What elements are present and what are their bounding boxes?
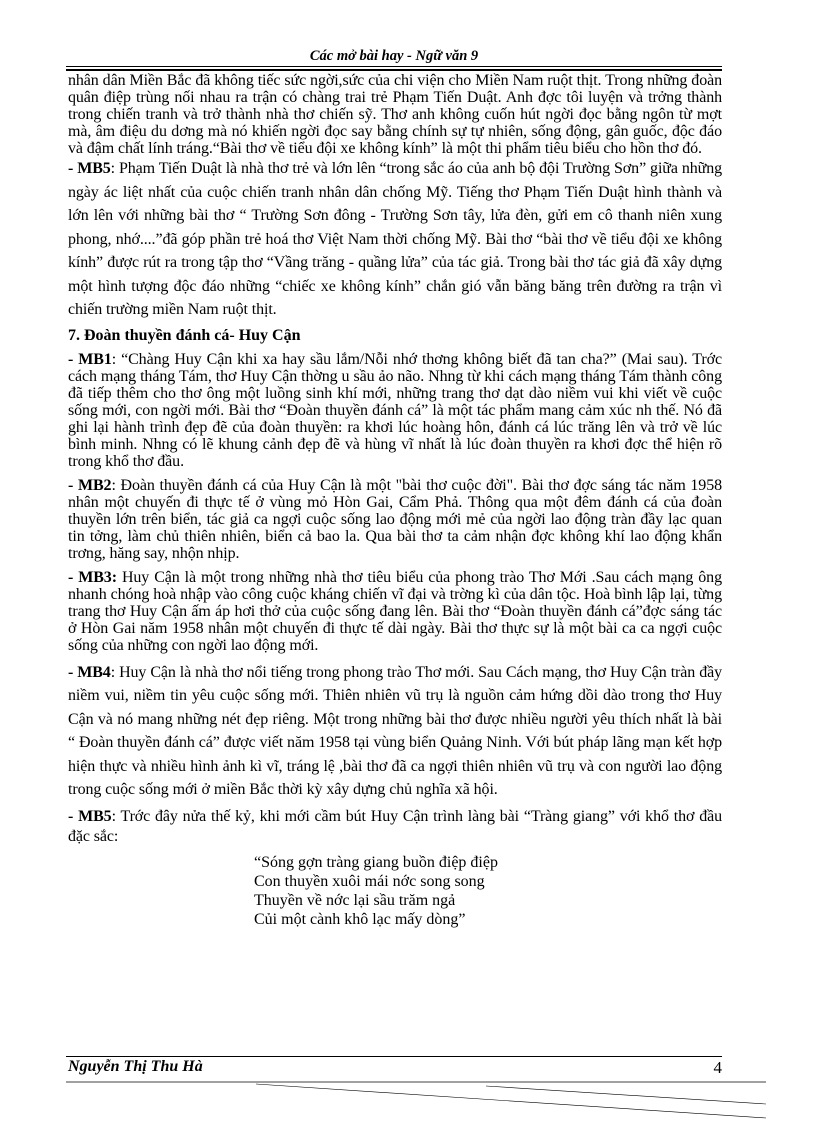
paragraph-text: : Phạm Tiến Duật là nhà thơ trẻ và lớn lên “trong sắc áo của anh bộ đội Trường Sơn” giữa những ngày ác liệt nhất của cuộc chiến tranh nhân dân chống Mỹ. Tiếng thơ Phạm Tiến Duật hình thành và lớn lên với những bài thơ “ Trường Sơn đông - Trường Sơn tây, lửa đèn, gửi em cô thanh niên xung phong, nhớ....”đã góp phần trẻ hoá thơ Việt Nam thời chống Mỹ. Bài thơ “bài thơ về tiểu đội xe không kính” được rút ra trong tập thơ “Vầng trăng - quầng lửa” của tác giả. Trong bài thơ tác giả đã xây dựng một hình tượng độc đáo những “chiếc xe không kính” chắn gió vẫn băng băng trên đường ra trận vì chiến trường miền Nam ruột thịt. <box>68 160 722 318</box>
paragraph-mb1-huy-can <box>68 351 722 470</box>
paragraph-mb3-huy-can <box>68 569 722 654</box>
section-title: 7. Đoàn thuyền đánh cá- Huy Cận <box>68 326 301 344</box>
poem-line: “Sóng gợn tràng giang buồn điệp điệp <box>254 853 498 871</box>
footer-author: Nguyễn Thị Thu Hà <box>68 1058 203 1075</box>
poem-excerpt <box>254 853 722 929</box>
paragraph-tag: - MB1 <box>68 350 112 368</box>
header-rule <box>66 66 722 67</box>
poem-line: Củi một cành khô lạc mấy dòng” <box>254 910 466 928</box>
paragraph-tag: - MB3: <box>68 568 117 586</box>
page-number: 4 <box>713 1058 722 1077</box>
footer-rule <box>66 1056 722 1057</box>
document-body <box>68 72 722 929</box>
paragraph-mb2-huy-can <box>68 477 722 562</box>
footer-decorative-lines <box>66 1080 766 1120</box>
paragraph-tag: - MB4 <box>68 663 111 681</box>
page-header: Các mở bài hay - Ngữ văn 9 <box>309 48 479 64</box>
poem-line: Thuyền về nớc lại sầu trăm ngả <box>254 891 456 909</box>
paragraph-text: Huy Cận là một trong những nhà thơ tiêu biểu của phong trào Thơ Mới .Sau cách mạng ông nhanh chóng hoà nhập vào công cuộc kháng chiến vĩ đại và trờng kì của dân tộc. Hoà bình lập lại, từng trang thơ Huy Cận ấm áp hơi thở của cuộc sống đang lên. Bài thơ “Đoàn thuyền đánh cá”đợc sáng tác ở Hòn Gai năm 1958 nhân một chuyến đi thực tế dài ngày. Bài thơ thực sự là một bài ca ca ngợi cuộc sống của những con ngời lao động mới. <box>68 568 722 654</box>
paragraph-text: : Trớc đây nửa thế kỷ, khi mới cầm bút Huy Cận trình làng bài “Tràng giang” với khổ thơ đầu đặc sắc: <box>68 807 722 845</box>
paragraph-mb4-huy-can <box>68 661 722 802</box>
paragraph-text: : Huy Cận là nhà thơ nổi tiếng trong phong trào Thơ mới. Sau Cách mạng, thơ Huy Cận tràn đầy niềm vui, niềm tin yêu cuộc sống mới. Thiên nhiên vũ trụ là nguồn cảm hứng dồi dào trong thơ Huy Cận và nó mang những nét đẹp riêng. Một trong những bài thơ được nhiều người yêu thích nhất là bài “ Đoàn thuyền đánh cá” được viết năm 1958 tại vùng biển Quảng Ninh. Với bút pháp lãng mạn kết hợp hiện thực và nhiều hình ảnh kì vĩ, tráng lệ ,bài thơ đã ca ngợi thiên nhiên vũ trụ và con người lao động trong cuộc sống mới ở miền Bắc thời kỳ xây dựng chủ nghĩa xã hội. <box>68 663 722 798</box>
paragraph-tag: - MB5 <box>68 160 111 177</box>
paragraph-mb5-pham-tien-duat <box>68 157 722 322</box>
paragraph-text: : Đoàn thuyền đánh cá của Huy Cận là một "bài thơ cuộc đời". Bài thơ đợc sáng tác năm 1958 nhân một chuyến đi thực tế ở vùng mỏ Hòn Gai, Cẩm Phả. Thông qua một đêm đánh cá của đoàn thuyền lớn trên biển, tác giả ca ngợi cuộc sống lao động mới mẻ của ngời lao động tràn đầy lạc quan tin tởng, làm chủ thiên nhiên, biển cả bao la. Qua bài thơ ta cảm nhận đợc không khí lao động khẩn trơng, hăng say, nhộn nhịp. <box>68 476 722 562</box>
paragraph-text: nhân dân Miền Bắc đã không tiếc sức ngời,sức của chi viện cho Miền Nam ruột thịt. Trong những đoàn quân điệp trùng nối nhau ra trận có chàng trai trẻ Phạm Tiến Duật. Anh đợc tôi luyện và trởng thành trong chiến tranh và trở thành nhà thơ chiến sỹ. Thơ anh không cuốn hút ngời đọc bằng ngôn từ mợt mà, âm điệu du dơng mà nó khiến ngời đọc say bằng chính sự tự nhiên, sống động, gân guốc, độc đáo và đậm chất lính tráng.“Bài thơ về tiểu đội xe không kính” là một thi phẩm tiêu biểu cho hồn thơ đó. <box>68 72 722 157</box>
poem-line: Con thuyền xuôi mái nớc song song <box>254 872 485 890</box>
paragraph-continuation <box>68 72 722 157</box>
paragraph-text: : “Chàng Huy Cận khi xa hay sầu lắm/Nỗi nhớ thơng không biết đã tan cha?” (Mai sau). Trớc cách mạng tháng Tám, thơ Huy Cận thờng u sầu ảo não. Nhng từ khi cách mạng tháng Tám thành công đã tiếp thêm cho thơ ông một luồng sinh khí mới, những trang thơ dạt dào niềm vui khi viết về cuộc sống mới, con ngời mới. Bài thơ “Đoàn thuyền đánh cá” là một tác phẩm mang cảm xúc nh thế. Nó đã ghi lại hành trình đẹp đẽ của đoàn thuyền: ra khơi lúc hoàng hôn, đánh cá lúc trăng lên và trở về lúc bình minh. Nhng có lẽ khung cảnh đẹp đẽ và hùng vĩ nhất là lúc đoàn thuyền ra khơi đợc thể hiện rõ trong khổ thơ đầu. <box>68 350 722 470</box>
paragraph-tag: - MB2 <box>68 476 112 494</box>
paragraph-tag: - MB5 <box>68 807 112 825</box>
header-rule-thick <box>66 69 722 71</box>
paragraph-mb5-huy-can <box>68 807 722 847</box>
